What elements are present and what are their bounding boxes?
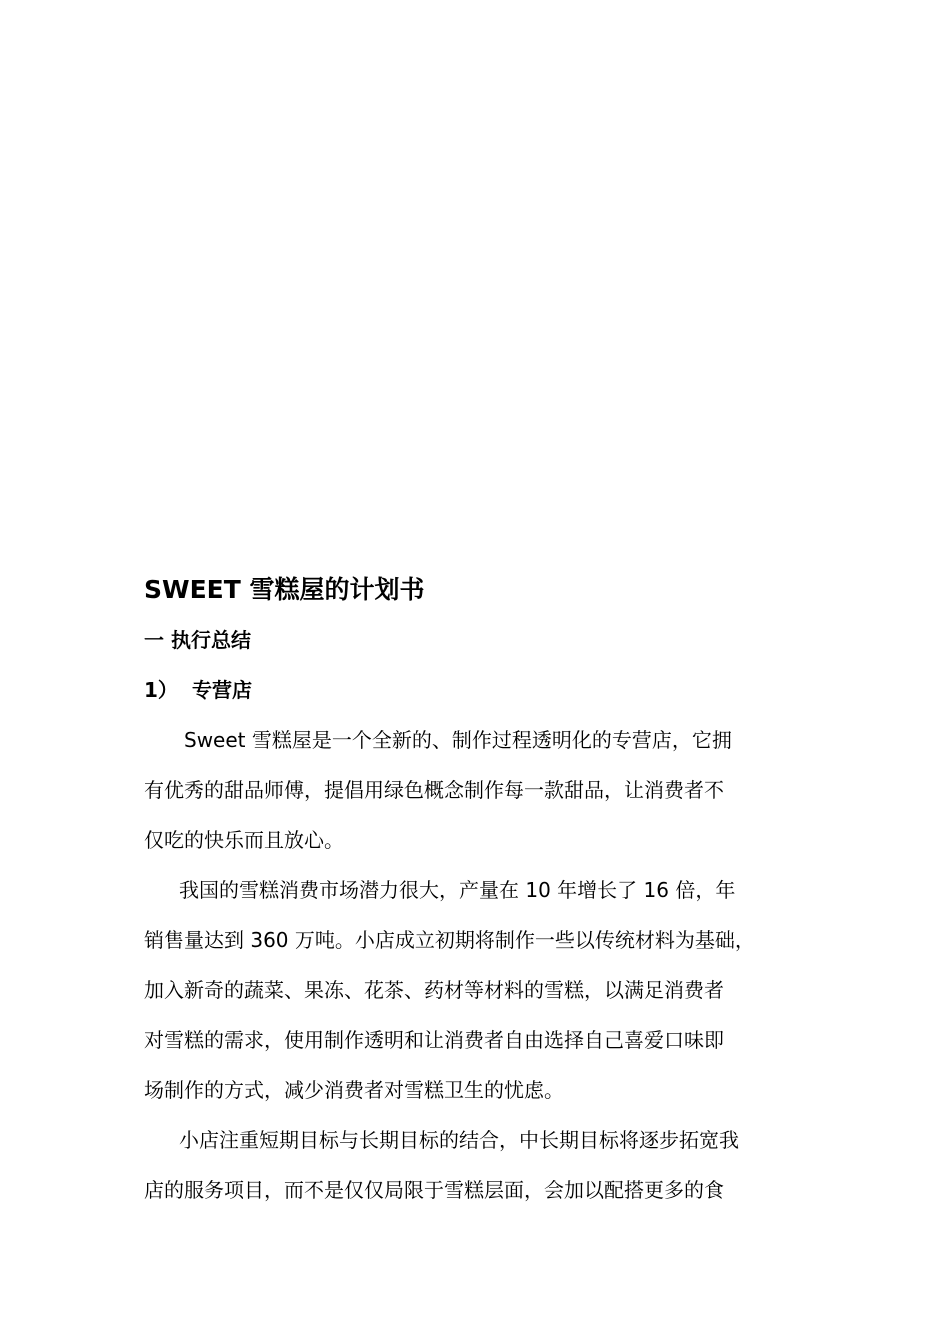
paragraph-line: 加入新奇的蔬菜、果冻、花茶、药材等材料的雪糕，以满足消费者 xyxy=(144,978,724,1002)
paragraph-store-intro xyxy=(144,715,820,865)
section-heading-executive-summary: 一 执行总结 xyxy=(144,628,251,652)
paragraph-line: 对雪糕的需求，使用制作透明和让消费者自由选择自己喜爱口味即 xyxy=(144,1028,724,1052)
paragraph-line: Sweet 雪糕屋是一个全新的、制作过程透明化的专营店，它拥 xyxy=(184,728,732,752)
paragraph-line: 我国的雪糕消费市场潜力很大，产量在 10 年增长了 16 倍，年 xyxy=(179,878,736,902)
paragraph-line: 销售量达到 360 万吨。小店成立初期将制作一些以传统材料为基础， xyxy=(144,928,755,952)
subsection-number: 1） xyxy=(144,678,178,702)
paragraph-market-overview xyxy=(144,865,820,1115)
paragraph-line: 仅吃的快乐而且放心。 xyxy=(144,828,344,852)
paragraph-line: 店的服务项目，而不是仅仅局限于雪糕层面，会加以配搭更多的食 xyxy=(144,1178,724,1202)
paragraph-line: 有优秀的甜品师傅，提倡用绿色概念制作每一款甜品，让消费者不 xyxy=(144,778,724,802)
subsection-label: 专营店 xyxy=(192,678,252,702)
subsection-heading-specialty-store xyxy=(144,665,820,715)
paragraph-goals xyxy=(144,1115,820,1215)
document-body xyxy=(144,565,820,1215)
paragraph-line: 小店注重短期目标与长期目标的结合，中长期目标将逐步拓宽我 xyxy=(179,1128,739,1152)
document-title: SWEET 雪糕屋的计划书 xyxy=(144,575,425,604)
paragraph-line: 场制作的方式，减少消费者对雪糕卫生的忧虑。 xyxy=(144,1078,564,1102)
